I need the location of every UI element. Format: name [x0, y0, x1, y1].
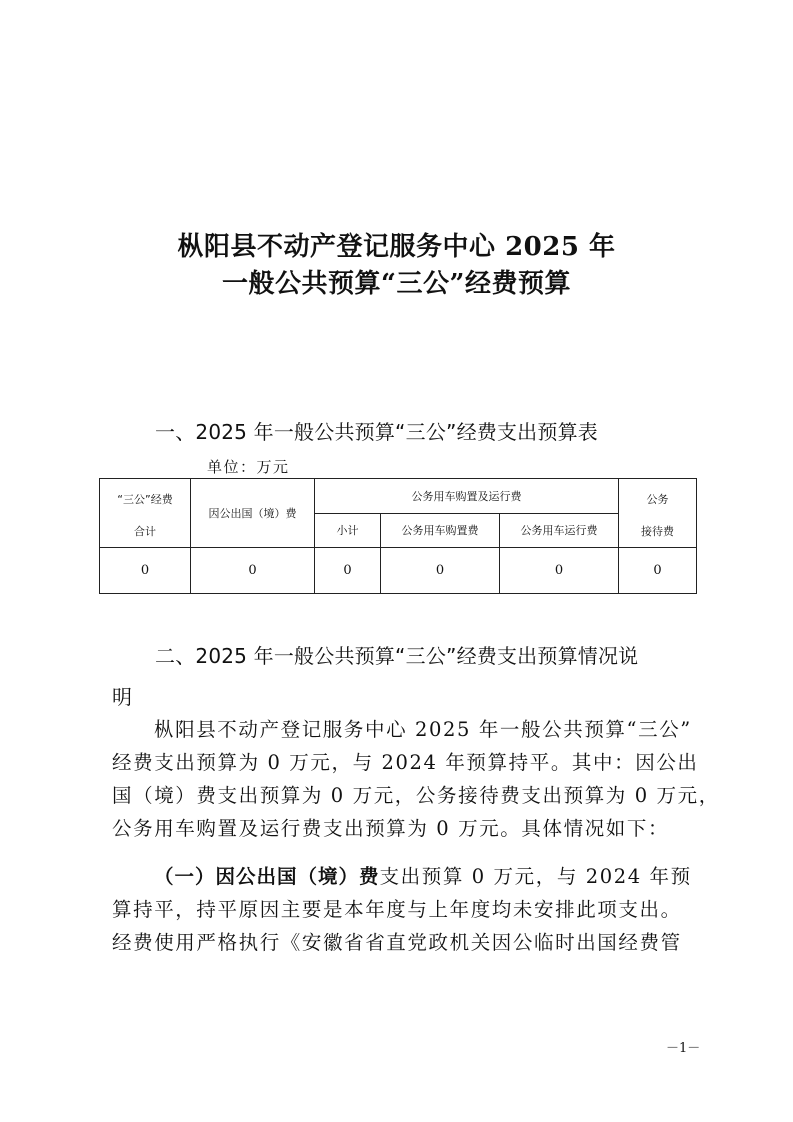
header-reception-bottom: 接待费 [641, 525, 674, 538]
unit-label: 单位：万元 [207, 458, 290, 476]
paragraph-1-line-2: 经费支出预算为 0 万元，与 2024 年预算持平。其中：因公出 [112, 751, 699, 774]
paragraph-1-line-4: 公务用车购置及运行费支出预算为 0 万元。具体情况如下： [112, 817, 670, 840]
section-2-heading-line-1: 二、2025 年一般公共预算“三公”经费支出预算情况说 [155, 644, 639, 668]
header-reception-cell [619, 479, 697, 548]
paragraph-2-line-3: 经费使用严格执行《安徽省省直党政机关因公临时出国经费管 [112, 931, 682, 954]
value-abroad: 0 [191, 548, 315, 594]
section-2-heading-line-2: 明 [112, 685, 133, 709]
title-line-1: 枞阳县不动产登记服务中心 2025 年 [177, 232, 616, 262]
value-reception: 0 [619, 548, 697, 594]
value-vehicle-operation: 0 [500, 548, 619, 594]
header-vehicle-group: 公务用车购置及运行费 [315, 479, 619, 514]
header-abroad: 因公出国（境）费 [191, 479, 315, 548]
header-vehicle-operation: 公务用车运行费 [500, 513, 619, 548]
paragraph-2-line-2: 算持平，持平原因主要是本年度与上年度均未安排此项支出。 [112, 898, 682, 921]
header-total-bottom: 合计 [134, 525, 156, 538]
header-reception-top: 公务 [646, 493, 669, 506]
paragraph-2-line-1-rest: 支出预算 0 万元，与 2024 年预 [379, 865, 692, 888]
paragraph-1-line-1: 枞阳县不动产登记服务中心 2025 年一般公共预算“三公” [154, 718, 692, 741]
budget-table [99, 478, 697, 594]
title-line-2: 一般公共预算“三公”经费预算 [222, 269, 571, 299]
header-total-top: “三公”经费 [117, 493, 173, 506]
paragraph-1 [112, 713, 720, 845]
paragraph-2-bold-lead: （一）因公出国（境）费 [154, 865, 380, 888]
paragraph-1-line-3: 国（境）费支出预算为 0 万元，公务接待费支出预算为 0 万元， [112, 784, 720, 807]
paragraph-2-line-1 [112, 860, 712, 893]
value-subtotal: 0 [315, 548, 381, 594]
header-subtotal: 小计 [315, 513, 381, 548]
section-1-heading: 一、2025 年一般公共预算“三公”经费支出预算表 [155, 420, 598, 444]
paragraph-2 [112, 860, 712, 959]
header-vehicle-purchase: 公务用车购置费 [381, 513, 500, 548]
page-number: －1－ [666, 1041, 701, 1056]
value-vehicle-purchase: 0 [381, 548, 500, 594]
table-row [100, 548, 697, 594]
header-total-cell [100, 479, 191, 548]
value-total: 0 [100, 548, 191, 594]
